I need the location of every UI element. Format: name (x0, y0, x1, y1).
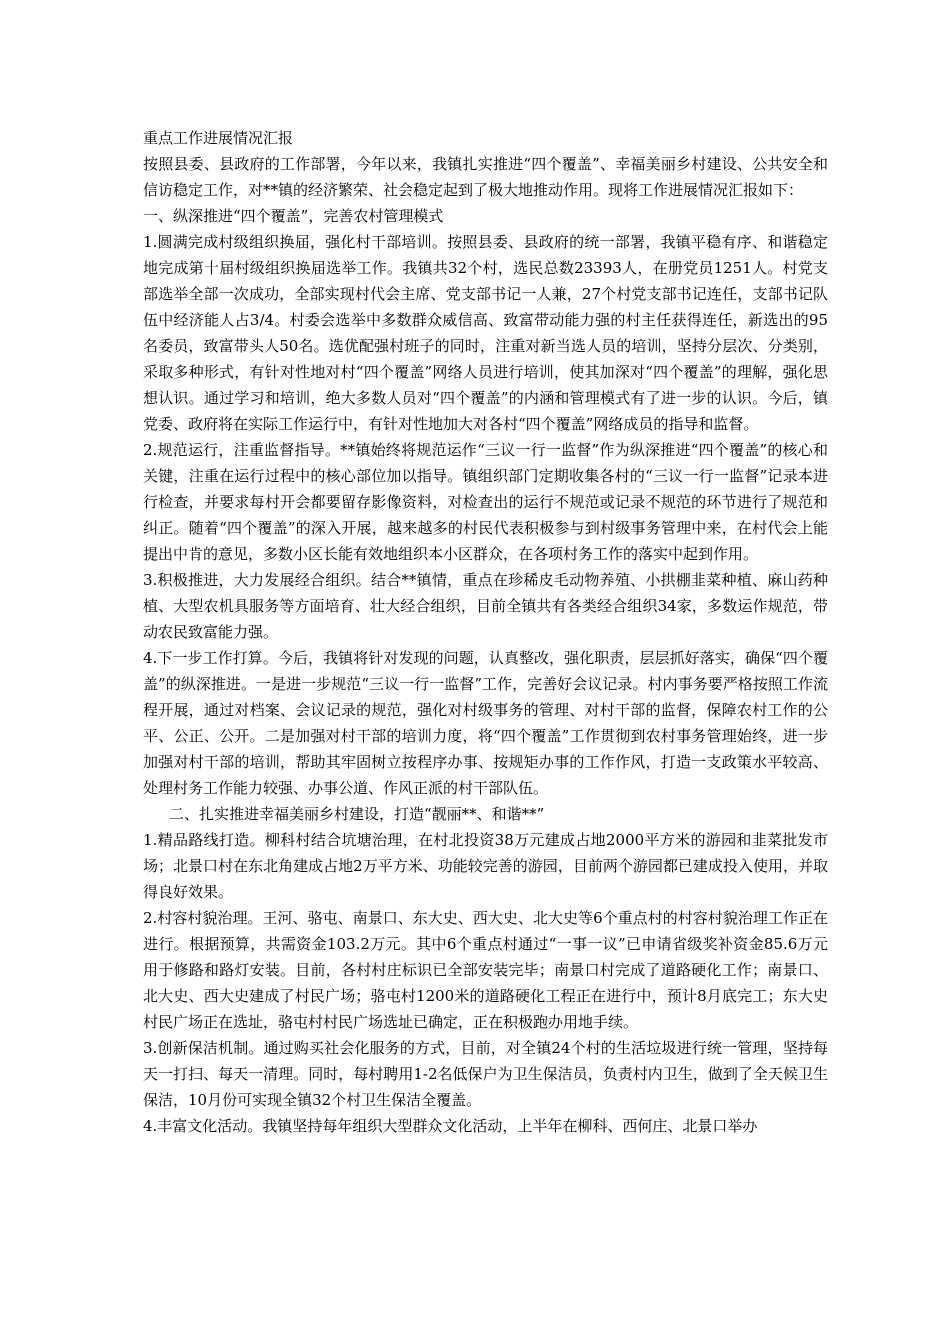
section-heading-2: 二、扎实推进幸福美丽乡村建设，打造“靓丽**、和谐**” (169, 805, 545, 823)
paragraph-2-2: 2.村容村貌治理。王河、骆屯、南景口、东大史、西大史、北大史等6个重点村的村容村貌治理工作正在进行。根据预算，共需资金103.2万元。其中6个重点村通过“一事一议”已申请省级奖补资金85.6万元用于修路和路灯安装。目前，各村村庄标识已全部安装完毕；南景口村完成了道路硬化工作；南景口、北大史、西大史建成了村民广场；骆屯村1200米的道路硬化工程正在进行中，预计8月底完工；东大史村民广场正在选址，骆屯村村民广场选址已确定，正在积极跑办用地手续。 (143, 909, 828, 1031)
paragraph-1-4: 4.下一步工作打算。今后，我镇将针对发现的问题，认真整改，强化职责，层层抓好落实，确保“四个覆盖”的纵深推进。一是进一步规范“三议一行一监督”工作，完善好会议记录。村内事务要严格按照工作流程开展，通过对档案、会议记录的规范，强化对村级事务的管理、对村干部的监督，保障农村工作的公平、公正、公开。二是加强对村干部的培训力度，将“四个覆盖”工作贯彻到农村事务管理始终，进一步加强对村干部的培训，帮助其牢固树立按程序办事、按规矩办事的工作作风，打造一支政策水平较高、处理村务工作能力较强、办事公道、作风正派的村干部队伍。 (143, 649, 828, 797)
paragraph-1-2: 2.规范运行，注重监督指导。**镇始终将规范运作“三议一行一监督”作为纵深推进“四个覆盖”的核心和关键，注重在运行过程中的核心部位加以指导。镇组织部门定期收集各村的“三议一行一监督”记录本进行检查，并要求每村开会都要留存影像资料，对检查出的运行不规范或记录不规范的环节进行了规范和纠正。随着“四个覆盖”的深入开展，越来越多的村民代表积极参与到村级事务管理中来，在村代会上能提出中肯的意见，多数小区长能有效地组织本小区群众，在各项村务工作的落实中起到作用。 (143, 441, 828, 563)
paragraph-1-3: 3.积极推进，大力发展经合组织。结合**镇情，重点在珍稀皮毛动物养殖、小拱棚韭菜种植、麻山药种植、大型农机具服务等方面培育、壮大经合组织，目前全镇共有各类经合组织34家，多数运作规范，带动农民致富能力强。 (143, 571, 828, 641)
document-body (143, 125, 828, 1139)
paragraph-2-4: 4.丰富文化活动。我镇坚持每年组织大型群众文化活动，上半年在柳科、西何庄、北景口举办 (143, 1117, 758, 1135)
paragraph-1-1: 1.圆满完成村级组织换届，强化村干部培训。按照县委、县政府的统一部署，我镇平稳有序、和谐稳定地完成第十届村级组织换届选举工作。我镇共32个村，选民总数23393人，在册党员1251人。村党支部选举全部一次成功，全部实现村代会主席、党支部书记一人兼，27个村党支部书记连任，支部书记队伍中经济能人占3/4。村委会选举中多数群众威信高、致富带动能力强的村主任获得连任，新选出的95名委员，致富带头人50名。选优配强村班子的同时，注重对新当选人员的培训，坚持分层次、分类别，采取多种形式，有针对性地对村“四个覆盖”网络人员进行培训，使其加深对“四个覆盖”的理解，强化思想认识。通过学习和培训，绝大多数人员对“四个覆盖”的内涵和管理模式有了进一步的认识。今后，镇党委、政府将在实际工作运行中，有针对性地加大对各村“四个覆盖”网络成员的指导和监督。 (143, 233, 828, 433)
paragraph-2-1: 1.精品路线打造。柳科村结合坑塘治理，在村北投资38万元建成占地2000平方米的游园和韭菜批发市场；北景口村在东北角建成占地2万平方米、功能较完善的游园，目前两个游园都已建成投入使用，并取得良好效果。 (143, 831, 828, 901)
paragraph-2-3: 3.创新保洁机制。通过购买社会化服务的方式，目前，对全镇24个村的生活垃圾进行统一管理，坚持每天一打扫、每天一清理。同时，每村聘用1-2名低保户为卫生保洁员，负责村内卫生，做到了全天候卫生保洁，10月份可实现全镇32个村卫生保洁全覆盖。 (143, 1039, 828, 1109)
document-title: 重点工作进展情况汇报 (143, 129, 294, 147)
section-heading-1: 一、纵深推进“四个覆盖”，完善农村管理模式 (143, 207, 444, 225)
intro-paragraph: 按照县委、县政府的工作部署，今年以来，我镇扎实推进“四个覆盖”、幸福美丽乡村建设、公共安全和信访稳定工作，对**镇的经济繁荣、社会稳定起到了极大地推动作用。现将工作进展情况汇报如下： (143, 155, 828, 199)
